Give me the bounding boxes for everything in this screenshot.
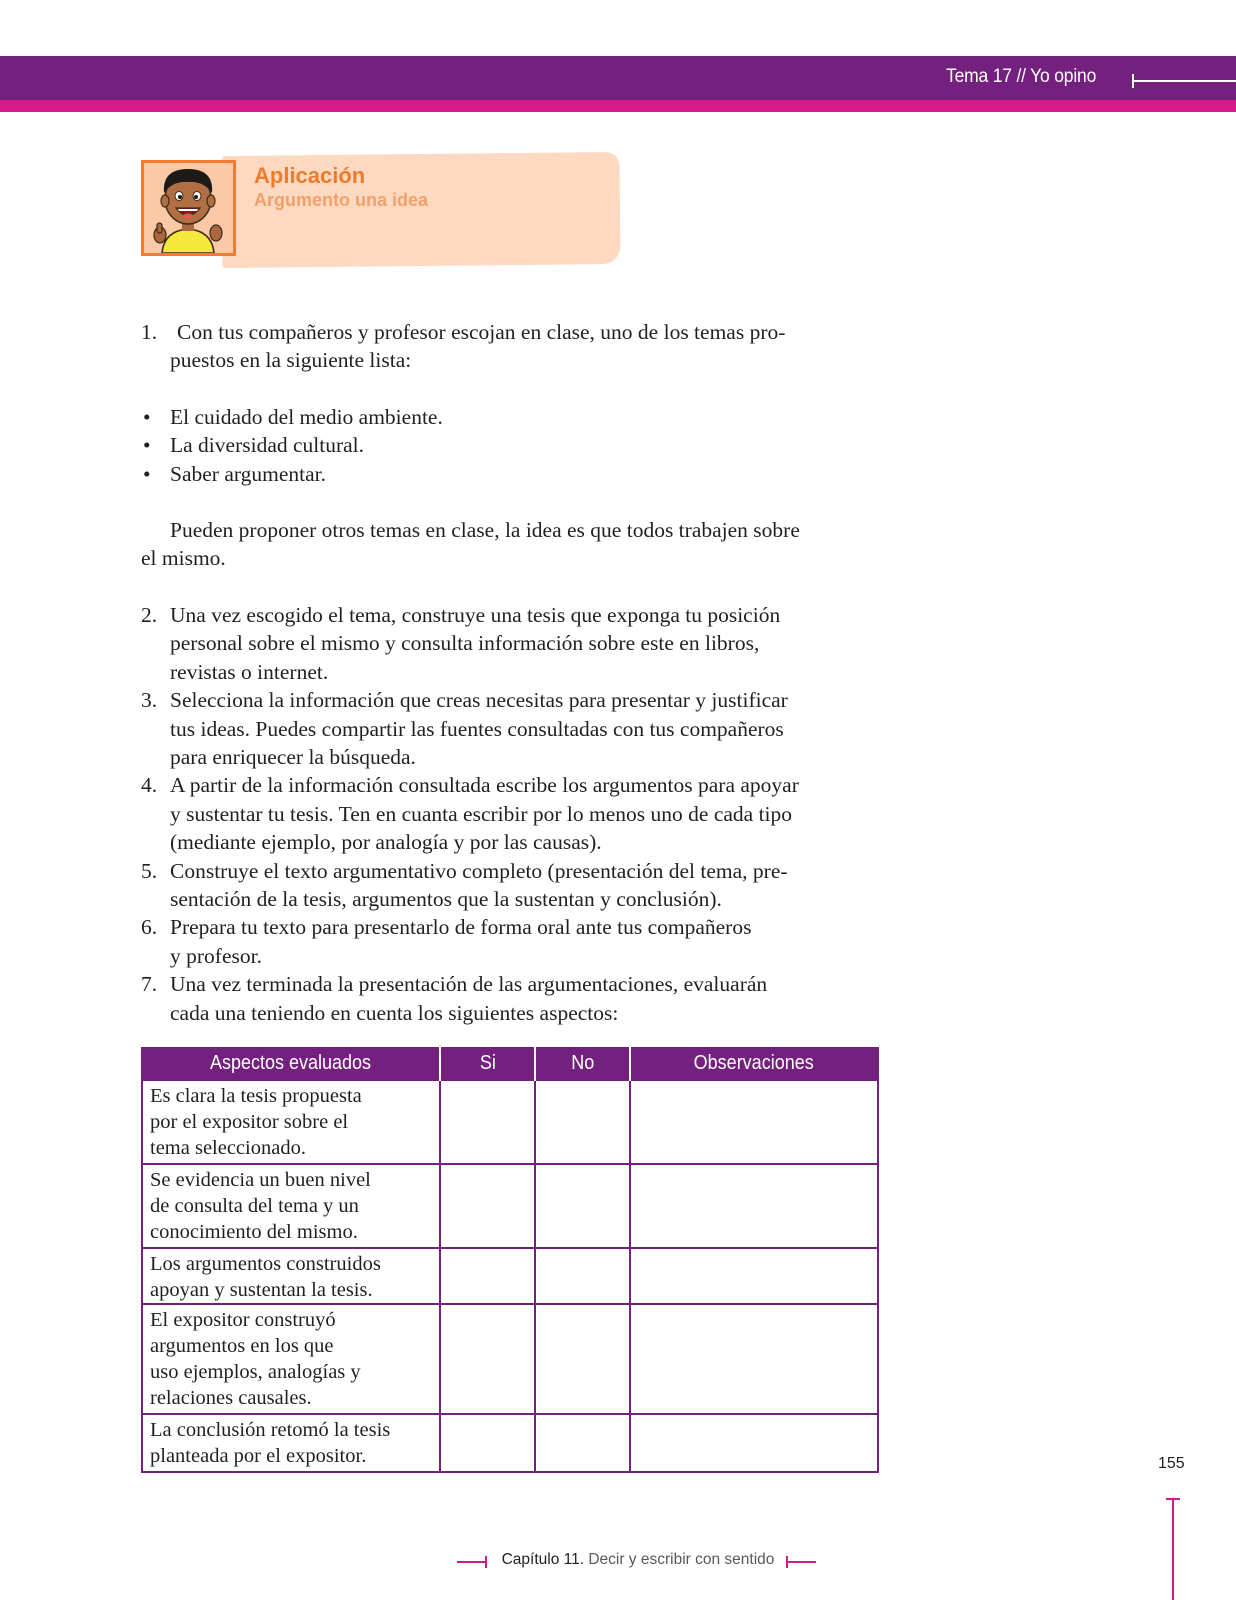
- aspect-cell: [142, 1080, 440, 1164]
- aspect-cell: [142, 1414, 440, 1472]
- table-row: [142, 1080, 878, 1164]
- footer-rule-right: [786, 1561, 816, 1563]
- step-text-line: sentación de la tesis, argumentos que la sustentan y conclusión).: [170, 886, 722, 911]
- observations-cell[interactable]: [630, 1414, 878, 1472]
- step-text-line: cada una teniendo en cuenta los siguientes aspectos:: [170, 1000, 619, 1025]
- column-header-aspects: Aspectos evaluados: [142, 1047, 440, 1080]
- step-number: 5.: [141, 858, 158, 883]
- aspect-text-line: El expositor construyó: [150, 1309, 336, 1331]
- step-number: 3.: [141, 688, 158, 713]
- page-number: 155: [1158, 1455, 1185, 1472]
- note-line: el mismo.: [141, 546, 226, 571]
- aspect-cell: [142, 1248, 440, 1304]
- no-cell[interactable]: [535, 1304, 630, 1414]
- no-cell[interactable]: [535, 1248, 630, 1304]
- observations-cell[interactable]: [630, 1164, 878, 1248]
- step-text-line: Selecciona la información que creas necesitas para presentar y justificar: [170, 688, 788, 713]
- aspect-cell: [142, 1164, 440, 1248]
- header-accent-stripe: [0, 100, 1236, 112]
- column-header-si: Si: [440, 1047, 535, 1080]
- aspect-text-line: argumentos en los que: [150, 1335, 334, 1357]
- si-cell[interactable]: [440, 1080, 535, 1164]
- activity-subtitle: Argumento una idea: [254, 190, 429, 210]
- step-number: 6.: [141, 915, 158, 940]
- si-cell[interactable]: [440, 1164, 535, 1248]
- list-item-text: El cuidado del medio ambiente.: [170, 405, 443, 429]
- step-text-line: (mediante ejemplo, por analogía y por las causas).: [170, 830, 602, 855]
- list-item-text: Saber argumentar.: [170, 461, 327, 486]
- step-text-line: y sustentar tu tesis. Ten en cuanta escribir por lo menos uno de cada tipo: [170, 801, 793, 826]
- no-cell[interactable]: [535, 1164, 630, 1248]
- step-text-line: y profesor.: [170, 943, 262, 968]
- aspect-text-line: conocimiento del mismo.: [150, 1221, 358, 1243]
- bullet-icon: •: [143, 433, 151, 458]
- no-cell[interactable]: [535, 1414, 630, 1472]
- observations-cell[interactable]: [630, 1248, 878, 1304]
- step-number: 1.: [141, 320, 158, 344]
- aspect-text-line: Se evidencia un buen nivel: [150, 1169, 371, 1191]
- si-cell[interactable]: [440, 1414, 535, 1472]
- step-text-line: Prepara tu texto para presentarlo de forma oral ante tus compañeros: [170, 915, 752, 940]
- smiling-boy-thumbs-up-icon: [141, 160, 236, 256]
- aspect-text-line: por el expositor sobre el: [150, 1111, 349, 1133]
- step-text-line: A partir de la información consultada escribe los argumentos para apoyar: [170, 773, 799, 798]
- footer-chapter: Capítulo 11.: [501, 1551, 585, 1568]
- aspect-text-line: de consulta del tema y un: [150, 1195, 359, 1217]
- table-row: [142, 1304, 878, 1414]
- step-text-line: Una vez terminada la presentación de las argumentaciones, evaluarán: [170, 972, 768, 997]
- header-rule: [1132, 80, 1236, 82]
- table-row: [142, 1414, 878, 1472]
- activity-title: Aplicación: [254, 163, 366, 188]
- section-title: Tema 17 // Yo opino: [945, 66, 1096, 87]
- footer-chapter-title: Decir y escribir con sentido: [588, 1551, 775, 1568]
- column-header-no: No: [535, 1047, 630, 1080]
- aspect-text-line: Es clara la tesis propuesta: [150, 1085, 362, 1107]
- bullet-icon: •: [143, 405, 151, 429]
- step-text-line: Una vez escogido el tema, construye una tesis que exponga tu posición: [170, 603, 781, 627]
- aspect-text-line: relaciones causales.: [150, 1387, 312, 1409]
- aspect-text-line: planteada por el expositor.: [150, 1445, 367, 1467]
- bullet-icon: •: [143, 461, 151, 486]
- aspect-text-line: Los argumentos construidos: [150, 1253, 381, 1275]
- aspect-text-line: uso ejemplos, analogías y: [150, 1361, 361, 1383]
- step-text-line: puestos en la siguiente lista:: [170, 348, 412, 373]
- table-header-row: [142, 1047, 878, 1080]
- aspect-cell: [142, 1304, 440, 1414]
- step-text-line: tus ideas. Puedes compartir las fuentes consultadas con tus compañeros: [170, 716, 784, 741]
- si-cell[interactable]: [440, 1304, 535, 1414]
- table-row: [142, 1248, 878, 1304]
- chapter-footer: [458, 1551, 818, 1569]
- column-header-observations: Observaciones: [630, 1047, 878, 1080]
- aspect-text-line: tema seleccionado.: [150, 1137, 306, 1159]
- list-item-text: La diversidad cultural.: [170, 433, 365, 458]
- step-number: 2.: [141, 603, 158, 627]
- observations-cell[interactable]: [630, 1080, 878, 1164]
- observations-cell[interactable]: [630, 1304, 878, 1414]
- aspect-text-line: apoyan y sustentan la tesis.: [150, 1279, 373, 1301]
- step-number: 7.: [141, 972, 158, 997]
- evaluation-table: [141, 1047, 879, 1473]
- si-cell[interactable]: [440, 1248, 535, 1304]
- step-text-line: personal sobre el mismo y consulta información sobre este en libros,: [170, 631, 760, 656]
- note-line: Pueden proponer otros temas en clase, la idea es que todos trabajen sobre: [170, 518, 800, 542]
- step-text-line: para enriquecer la búsqueda.: [170, 744, 416, 769]
- step-text-line: revistas o internet.: [170, 659, 329, 684]
- no-cell[interactable]: [535, 1080, 630, 1164]
- side-rule: [1172, 1498, 1174, 1600]
- table-row: [142, 1164, 878, 1248]
- step-text-line: Con tus compañeros y profesor escojan en clase, uno de los temas pro-: [177, 320, 786, 344]
- step-number: 4.: [141, 773, 158, 798]
- aspect-text-line: La conclusión retomó la tesis: [150, 1419, 391, 1441]
- step-text-line: Construye el texto argumentativo completo (presentación del tema, pre-: [170, 858, 788, 883]
